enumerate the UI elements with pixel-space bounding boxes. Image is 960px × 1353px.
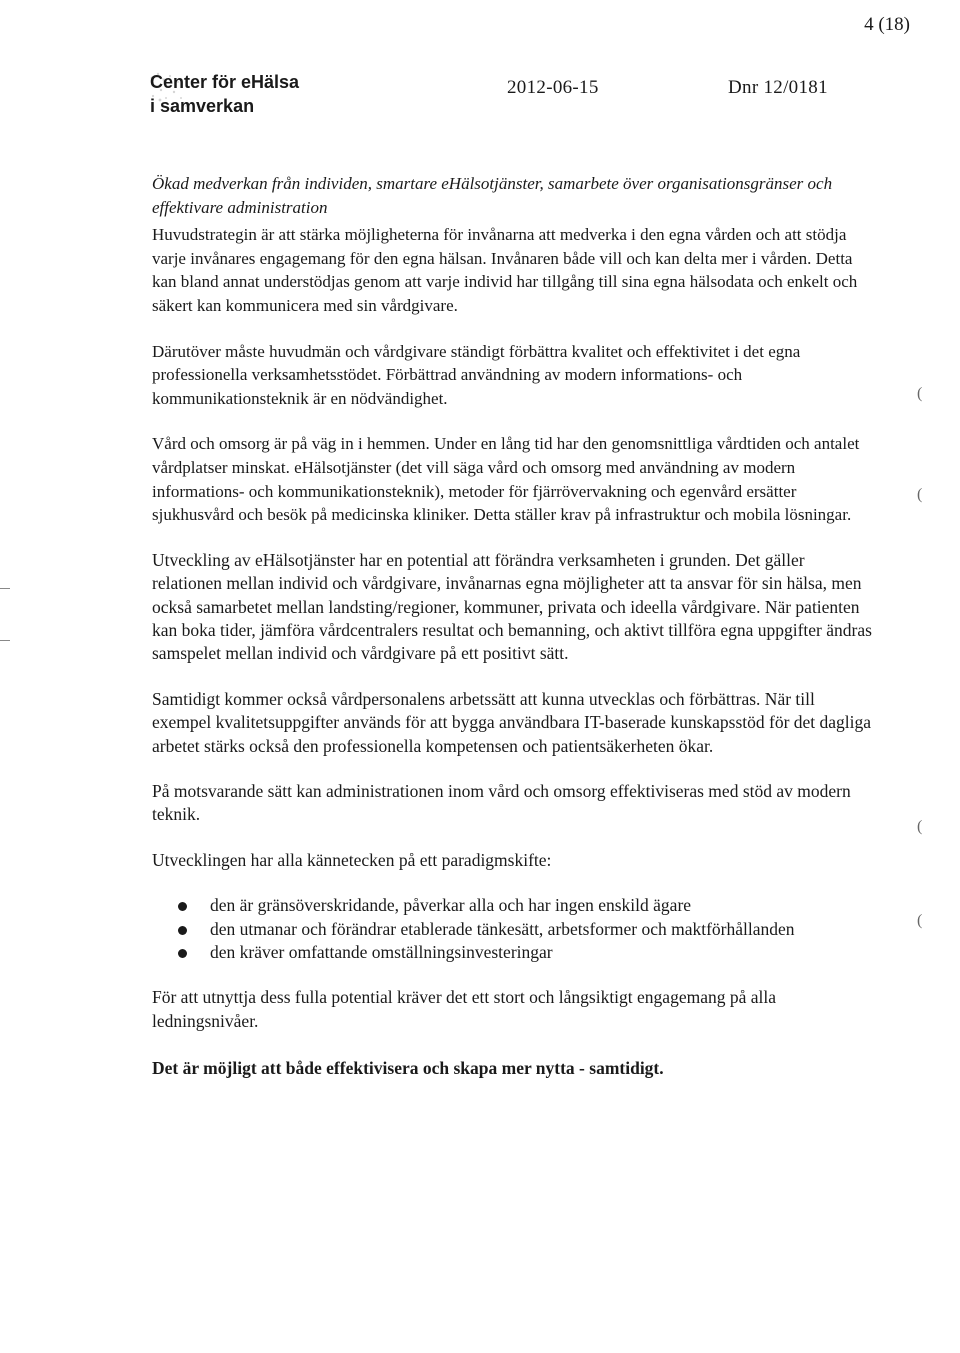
document-reference-number: Dnr 12/0181 [728,77,828,98]
margin-tick [0,588,10,589]
org-name-line1: Center för eHälsa [150,72,300,92]
list-item-text: den är gränsöverskridande, påverkar alla och har ingen enskild ägare [210,895,692,916]
list-item [152,894,872,917]
paragraph: Samtidigt kommer också vårdpersonalens arbetssätt att kunna utvecklas och förbättras. När till exempel kvalitetsuppgifter används för att bygga användbara IT-baserade kunskapsstöd för det dagliga arbetet stärks också den professionella kompetensen och patientsäkerheten ökar. [152,688,872,756]
margin-mark: ( [917,818,923,835]
paragraph: Utveckling av eHälsotjänster har en potential att förändra verksamheten i grunden. Det gäller relationen mellan individ och vårdgivare, invånarnas egna möjligheter att ta ansvar för sin hälsa, men också samarbetet mellan landsting/regioner, kommuner, privata och ideella vårdgivare. När patienten kan boka tider, jämföra vårdcentralers resultat och bemanning, och aktivt tillföra egna uppgifter ändras samspelet mellan individ och vårdgivare på ett positivt sätt. [152,549,872,664]
paragraph: Därutöver måste huvudmän och vårdgivare ständigt förbättra kvalitet och effektivitet i det egna professionella verksamhetsstödet. Förbättrad användning av modern informations- och kommunikationsteknik är en nödvändighet. [152,341,801,408]
bullet-icon [178,926,187,935]
paragraph: Vård och omsorg är på väg in i hemmen. Under en lång tid har den genomsnittliga vårdtiden och antalet vårdplatser minskat. eHälsotjänster (det vill säga vård och omsorg med användning av modern informations- och kommunikationsteknik), metoder för fjärrövervakning och egenvård ersätter sjukhusvård och besök på medicinska kliniker. Detta ställer krav på infrastruktur och mobila lösningar. [152,434,860,525]
margin-mark: ( [917,912,923,929]
document-body [152,172,872,1081]
margin-tick [0,640,10,641]
list-item-text: den kräver omfattande omställningsinvesteringar [210,942,553,962]
bullet-icon [178,902,187,911]
section-heading: Ökad medverkan från individen, smartare eHälsotjänster, samarbete över organisationsgränser och effektivare administration [152,174,833,217]
list-item [152,941,872,964]
list-item-text: den utmanar och förändrar etablerade tänkesätt, arbetsformer och maktförhållanden [210,918,795,939]
org-name-line2: i samverkan [150,96,255,116]
margin-mark: ( [917,385,923,402]
bullet-icon [178,949,187,958]
paragraph: Utvecklingen har alla kännetecken på ett paradigmskifte: [152,849,552,870]
paragraph: På motsvarande sätt kan administrationen inom vård och omsorg effektiviseras med stöd av modern teknik. [152,780,851,825]
document-date: 2012-06-15 [507,77,599,98]
list-item [152,918,872,941]
page-number: 4 (18) [864,14,910,35]
closing-paragraph: För att utnyttja dess fulla potential kräver det ett stort och långsiktigt engagemang på alla ledningsnivåer. [152,987,776,1031]
paragraph: Huvudstrategin är att stärka möjligheterna för invånarna att medverka i den egna vården och att stödja varje invånares engagemang för den egna hälsan. Invånaren både vill och kan delta mer i vården. Detta kan bland annat understödjas genom att varje individ har tillgång till sina egna hälsodata och enkelt och säkert kan kommunicera med sin vårdgivare. [152,225,858,315]
margin-mark: ( [917,486,923,503]
org-logo [150,70,299,118]
conclusion-statement: Det är möjligt att både effektivisera och skapa mer nytta - samtidigt. [152,1058,664,1079]
bullet-list [152,894,872,964]
